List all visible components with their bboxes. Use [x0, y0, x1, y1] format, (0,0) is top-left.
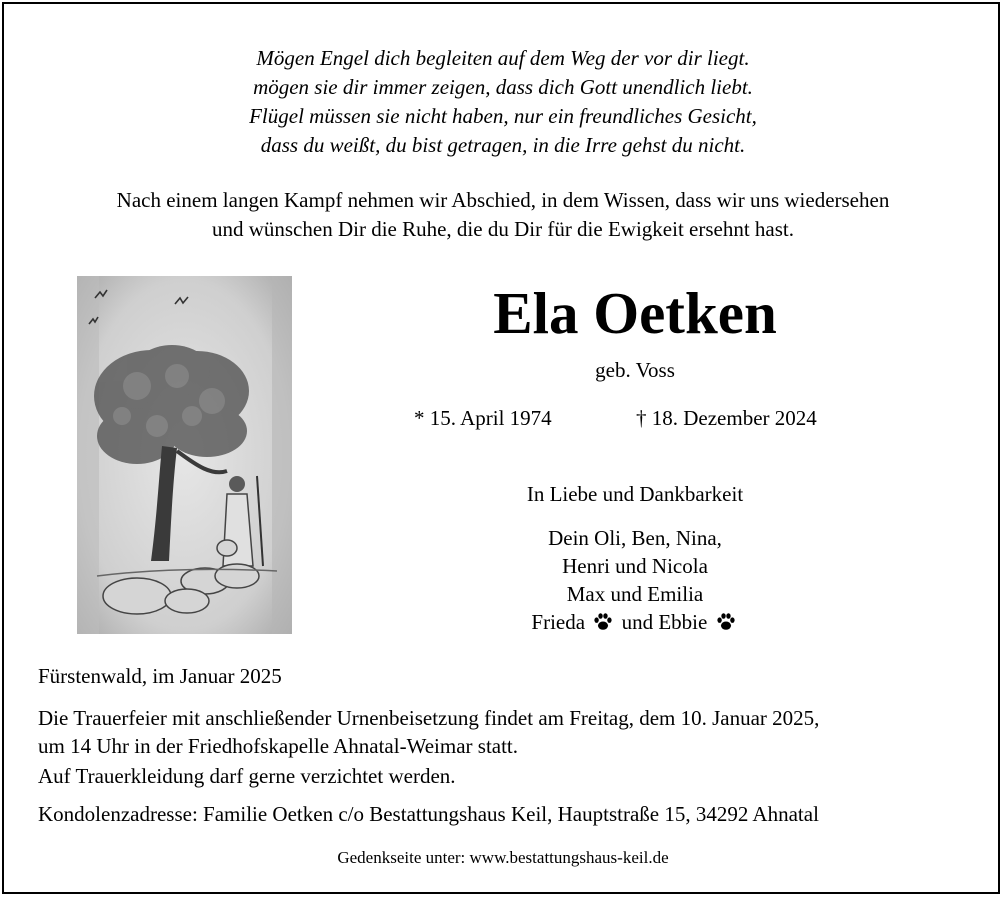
poem: [0, 44, 1006, 160]
attire-note: Auf Trauerkleidung darf gerne verzichtet werden.: [38, 764, 456, 788]
tattoo-photo: [77, 276, 292, 634]
family-line: Henri und Nicola: [562, 554, 708, 578]
family-line: Dein Oli, Ben, Nina,: [548, 526, 722, 550]
ceremony-line: Die Trauerfeier mit anschließender Urnenbeisetzung findet am Freitag, dem 10. Januar 2025,: [38, 706, 820, 730]
place-date: Fürstenwald, im Januar 2025: [38, 664, 282, 688]
memorial-page-link[interactable]: Gedenkseite unter: www.bestattungshaus-keil.de: [337, 848, 669, 867]
maiden-name: geb. Voss: [595, 358, 675, 382]
pet-name: Frieda: [531, 610, 586, 634]
poem-line: Flügel müssen sie nicht haben, nur ein freundliches Gesicht,: [249, 104, 757, 128]
birth-date: * 15. April 1974: [414, 406, 552, 430]
ceremony-info: [38, 704, 978, 760]
intro-text: [0, 186, 1006, 244]
intro-line: Nach einem langen Kampf nehmen wir Abschied, in dem Wissen, dass wir uns wiedersehen: [116, 188, 890, 212]
death-date: † 18. Dezember 2024: [636, 406, 817, 430]
paw-print-icon: [715, 611, 737, 633]
intro-line: und wünschen Dir die Ruhe, die du Dir für die Ewigkeit ersehnt hast.: [211, 217, 795, 241]
pet-name: und Ebbie: [621, 610, 708, 634]
condolence-address: Kondolenzadresse: Familie Oetken c/o Bestattungshaus Keil, Hauptstraße 15, 34292 Ahnatal: [38, 802, 819, 826]
ceremony-line: um 14 Uhr in der Friedhofskapelle Ahnatal-Weimar statt.: [38, 734, 519, 758]
poem-line: mögen sie dir immer zeigen, dass dich Gott unendlich liebt.: [253, 75, 753, 99]
pets-line: [440, 608, 830, 636]
poem-line: Mögen Engel dich begleiten auf dem Weg der vor dir liegt.: [256, 46, 750, 70]
family-list: [440, 524, 830, 636]
deceased-name: Ela Oetken: [493, 280, 777, 346]
thanks-line: In Liebe und Dankbarkeit: [526, 482, 744, 506]
paw-print-icon: [592, 611, 614, 633]
poem-line: dass du weißt, du bist getragen, in die Irre gehst du nicht.: [260, 133, 746, 157]
family-line: Max und Emilia: [566, 582, 704, 606]
